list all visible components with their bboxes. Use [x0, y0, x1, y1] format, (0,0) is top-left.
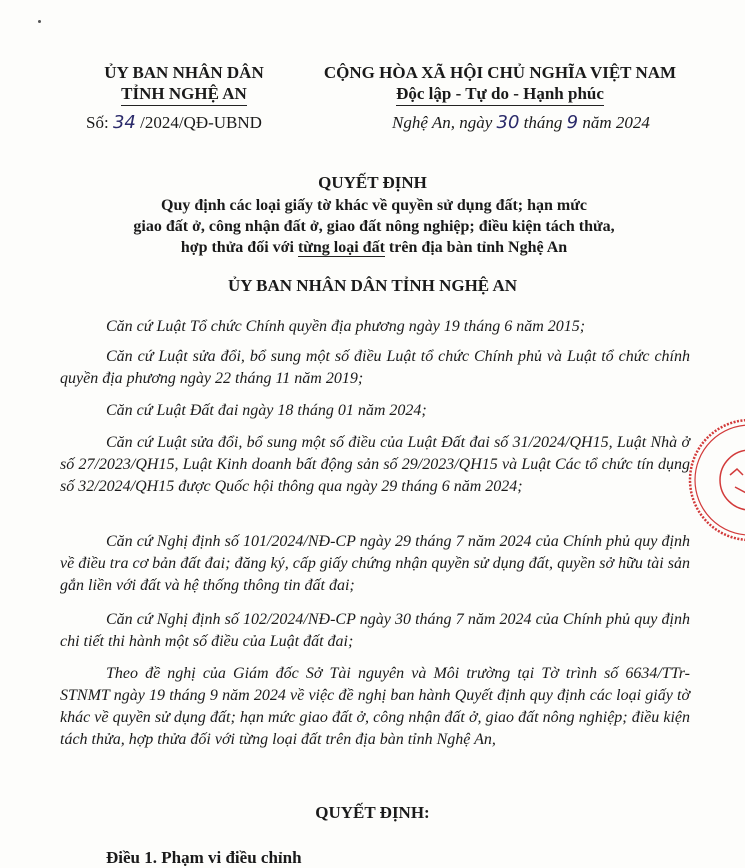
date-month: 9 [566, 112, 579, 133]
issue-date [392, 112, 650, 133]
subtitle-line3-pre: hợp thửa đối với [180, 239, 298, 256]
legal-basis-paragraph: Căn cứ Luật Tổ chức Chính quyền địa phương ngày 19 tháng 6 năm 2015; [106, 318, 586, 335]
legal-basis-paragraph: Căn cứ Luật Đất đai ngày 18 tháng 01 năm 2024; [106, 402, 427, 419]
date-month-label: tháng [523, 113, 563, 132]
subtitle-line3 [60, 237, 688, 258]
legal-basis-paragraph: Căn cứ Nghị định số 101/2024/NĐ-CP ngày 29 tháng 7 năm 2024 của Chính phủ quy định về điều tra cơ bản đất đai; đăng ký, cấp giấy chứng nhận quyền sử dụng đất, quyền sở hữu tài sản gắn liền với đất và hệ thống thông tin đất đai; [60, 533, 690, 594]
legal-basis-paragraph: Căn cứ Nghị định số 102/2024/NĐ-CP ngày 30 tháng 7 năm 2024 của Chính phủ quy định chi tiết thi hành một số điều của Luật đất đai; [60, 611, 690, 650]
date-year: năm 2024 [582, 113, 650, 132]
country-name: CỘNG HÒA XÃ HỘI CHỦ NGHĨA VIỆT NAM [323, 63, 677, 82]
authority-line2: TỈNH NGHỆ AN [121, 83, 247, 106]
decision-heading: QUYẾT ĐỊNH: [315, 803, 430, 822]
subtitle-line1: Quy định các loại giấy tờ khác về quyền sử dụng đất; hạn mức [161, 197, 587, 214]
date-place: Nghệ An, ngày [392, 113, 493, 132]
subtitle-line3-underlined: từng loại đất [297, 239, 385, 256]
subtitle-line2: giao đất ở, công nhận đất ở, giao đất nông nghiệp; điều kiện tách thửa, [133, 218, 615, 235]
national-motto-header [300, 62, 700, 106]
authority-line1: ỦY BAN NHÂN DÂN [104, 63, 264, 82]
issuer-heading: ỦY BAN NHÂN DÂN TỈNH NGHỆ AN [227, 276, 518, 295]
proposal-paragraph: Theo đề nghị của Giám đốc Sở Tài nguyên và Môi trường tại Tờ trình số 6634/TTr-STNMT ngày 19 tháng 9 năm 2024 về việc đề nghị ban hành Quyết định quy định các loại giấy tờ khác về quyền sử dụng đất; hạn mức giao đất ở, công nhận đất ở, giao đất nông nghiệp; điều kiện tách thửa, hợp thửa đối với từng loại đất trên địa bàn tỉnh Nghệ An, [60, 665, 690, 748]
red-seal-stamp [685, 415, 745, 545]
article-1-heading: Điều 1. Phạm vi điều chỉnh [106, 848, 302, 867]
legal-basis-paragraph: Căn cứ Luật sửa đổi, bổ sung một số điều của Luật Đất đai số 31/2024/QH15, Luật Nhà ở số 27/2023/QH15, Luật Kinh doanh bất động sản số 29/2023/QH15 và Luật Các tổ chức tín dụng số 32/2024/QH15 được Quốc hội thông qua ngày 29 tháng 6 năm 2024; [60, 434, 690, 495]
doc-number-suffix: /2024/QĐ-UBND [140, 113, 262, 132]
document-subtitle [60, 195, 688, 258]
legal-basis-paragraph: Căn cứ Luật sửa đổi, bổ sung một số điều Luật tổ chức Chính phủ và Luật tổ chức chính quyền địa phương ngày 22 tháng 11 năm 2019; [60, 348, 690, 387]
doc-number-prefix: Số: [86, 113, 109, 132]
issuing-authority-header [68, 62, 300, 106]
doc-number-handwritten: 34 [112, 112, 136, 133]
document-number [86, 112, 262, 133]
scan-speck [38, 20, 41, 23]
motto: Độc lập - Tự do - Hạnh phúc [396, 83, 604, 106]
document-title: QUYẾT ĐỊNH [318, 173, 427, 192]
subtitle-line3-post: trên địa bàn tỉnh Nghệ An [384, 239, 568, 256]
date-day: 30 [496, 112, 520, 133]
